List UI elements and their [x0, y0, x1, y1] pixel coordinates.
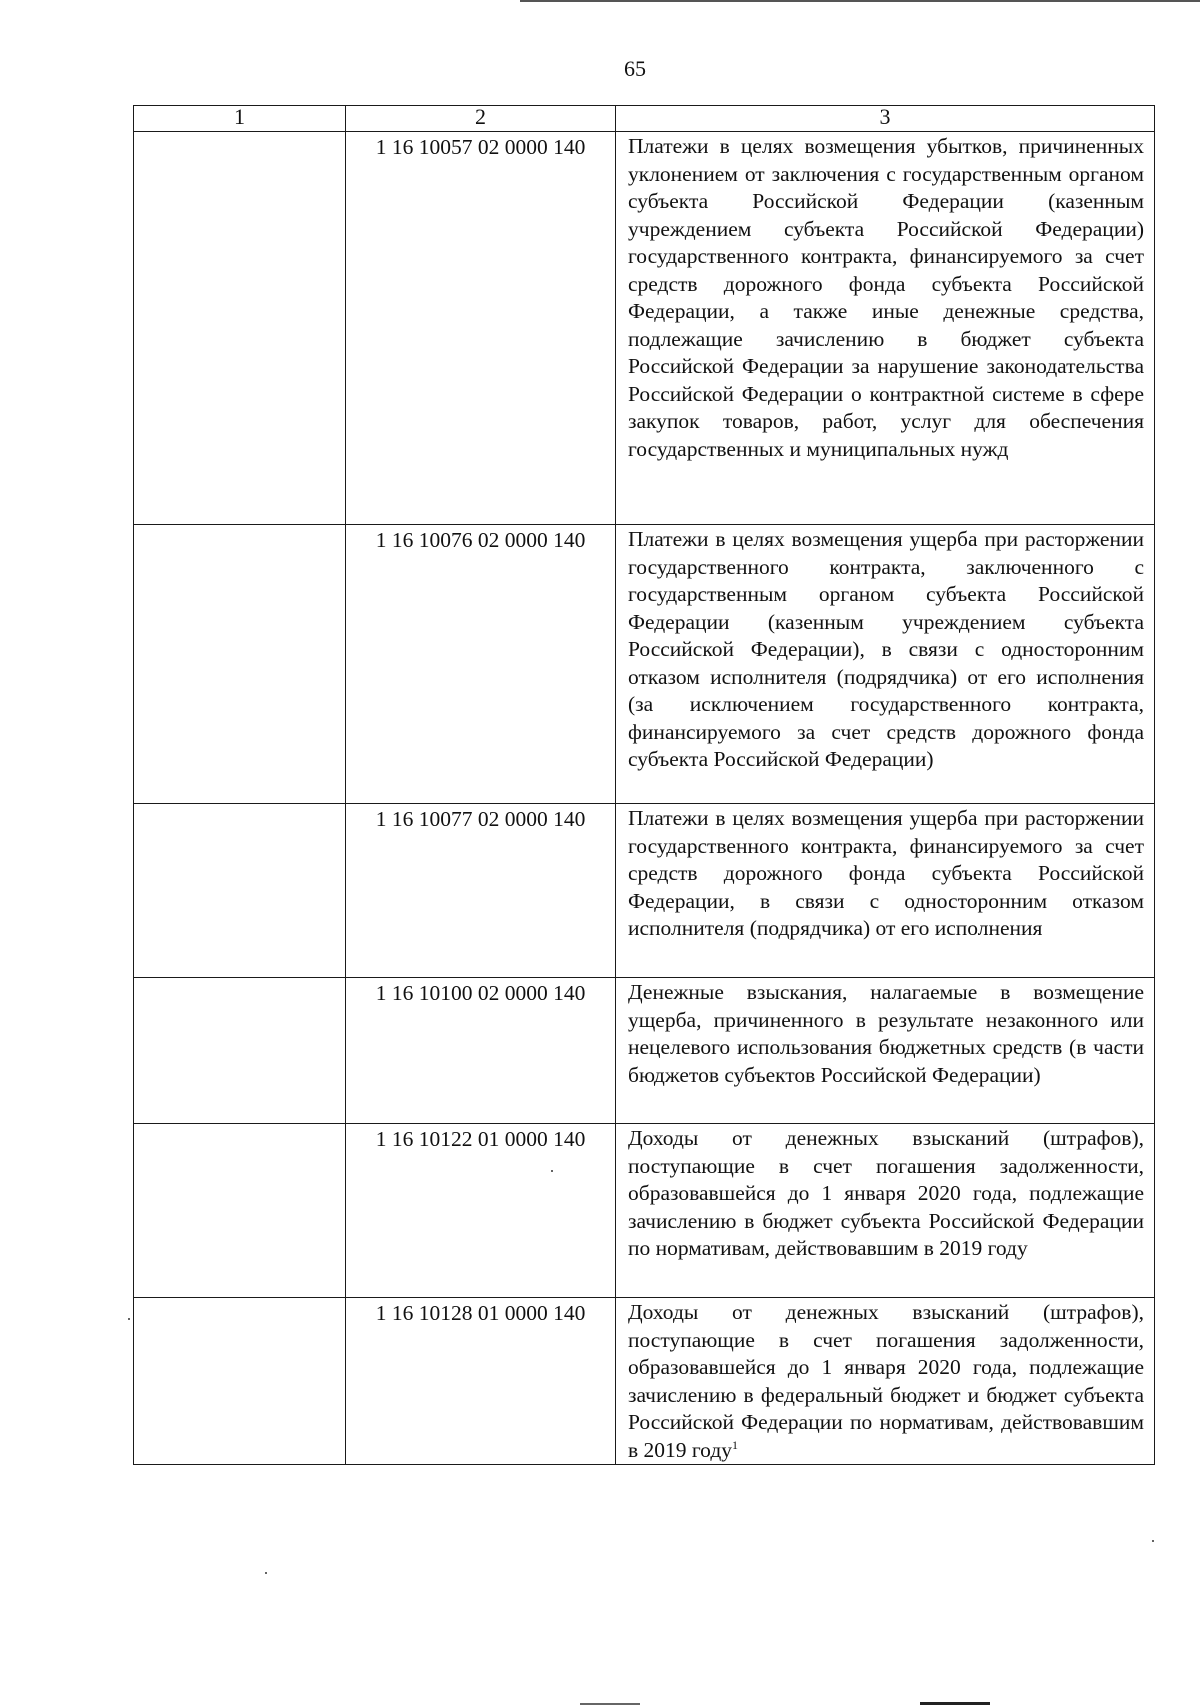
revenue-code-cell: 1 16 10076 02 0000 140 — [346, 525, 616, 804]
table-row — [134, 1298, 1155, 1465]
table-row — [134, 1124, 1155, 1298]
revenue-description-cell: Платежи в целях возмещения убытков, причиненных уклонением от заключения с государственным органом субъекта Российской Федерации (казенным учреждением субъекта Российской Федерации) государственного контракта, финансируемого за счет средств дорожного фонда субъекта Российской Федерации, а также иные денежные средства, подлежащие зачислению в бюджет субъекта Российской Федерации за нарушение законодательства Российской Федерации о контрактной системе в сфере закупок товаров, работ, услуг для обеспечения государственных и муниципальных нужд — [616, 132, 1155, 525]
admin-code-cell — [134, 525, 346, 804]
column-header-1: 1 — [134, 106, 346, 132]
table-row — [134, 978, 1155, 1124]
revenue-description-cell: Денежные взыскания, налагаемые в возмещение ущерба, причиненного в результате незаконного или нецелевого использования бюджетных средств (в части бюджетов субъектов Российской Федерации) — [616, 978, 1155, 1124]
admin-code-cell — [134, 804, 346, 978]
admin-code-cell — [134, 132, 346, 525]
table-row — [134, 804, 1155, 978]
table-header-row — [134, 106, 1155, 132]
footnote-marker: 1 — [732, 1437, 739, 1452]
revenue-code-cell: 1 16 10057 02 0000 140 — [346, 132, 616, 525]
revenue-code-cell: 1 16 10077 02 0000 140 — [346, 804, 616, 978]
admin-code-cell — [134, 1298, 346, 1465]
scan-speck — [1152, 1540, 1154, 1542]
revenue-description-cell: Платежи в целях возмещения ущерба при расторжении государственного контракта, финансируемого за счет средств дорожного фонда субъекта Российской Федерации, в связи с односторонним отказом исполнителя (подрядчика) от его исполнения — [616, 804, 1155, 978]
revenue-description-cell: Платежи в целях возмещения ущерба при расторжении государственного контракта, заключенного с государственным органом субъекта Российской Федерации (казенным учреждением субъекта Российской Федерации), в связи с односторонним отказом исполнителя (подрядчика) от его исполнения (за исключением государственного контракта, финансируемого за счет средств дорожного фонда субъекта Российской Федерации) — [616, 525, 1155, 804]
table-row — [134, 525, 1155, 804]
column-header-2: 2 — [346, 106, 616, 132]
revenue-codes-table — [133, 105, 1154, 1465]
admin-code-cell — [134, 978, 346, 1124]
scan-edge-line — [520, 0, 1200, 2]
scan-bottom-mark — [920, 1702, 990, 1705]
revenue-description-text: Доходы от денежных взысканий (штрафов), поступающие в счет погашения задолженности, образовавшейся до 1 января 2020 года, подлежащие зачислению в федеральный бюджет и бюджет субъекта Российской Федерации по нормативам, действовавшим в 2019 году — [628, 1300, 1144, 1462]
scan-bottom-mark — [580, 1703, 640, 1705]
column-header-3: 3 — [616, 106, 1155, 132]
table-row — [134, 132, 1155, 525]
revenue-code-cell: 1 16 10128 01 0000 140 — [346, 1298, 616, 1465]
revenue-description-cell: Доходы от денежных взысканий (штрафов), поступающие в счет погашения задолженности, образовавшейся до 1 января 2020 года, подлежащие зачислению в бюджет субъекта Российской Федерации по нормативам, действовавшим в 2019 году — [616, 1124, 1155, 1298]
revenue-code-cell: 1 16 10100 02 0000 140 — [346, 978, 616, 1124]
page-number: 65 — [624, 56, 646, 81]
revenue-code-cell: 1 16 10122 01 0000 140 — [346, 1124, 616, 1298]
scan-speck — [128, 1318, 130, 1320]
revenue-description-cell — [616, 1298, 1155, 1465]
scan-speck — [265, 1572, 267, 1574]
admin-code-cell — [134, 1124, 346, 1298]
